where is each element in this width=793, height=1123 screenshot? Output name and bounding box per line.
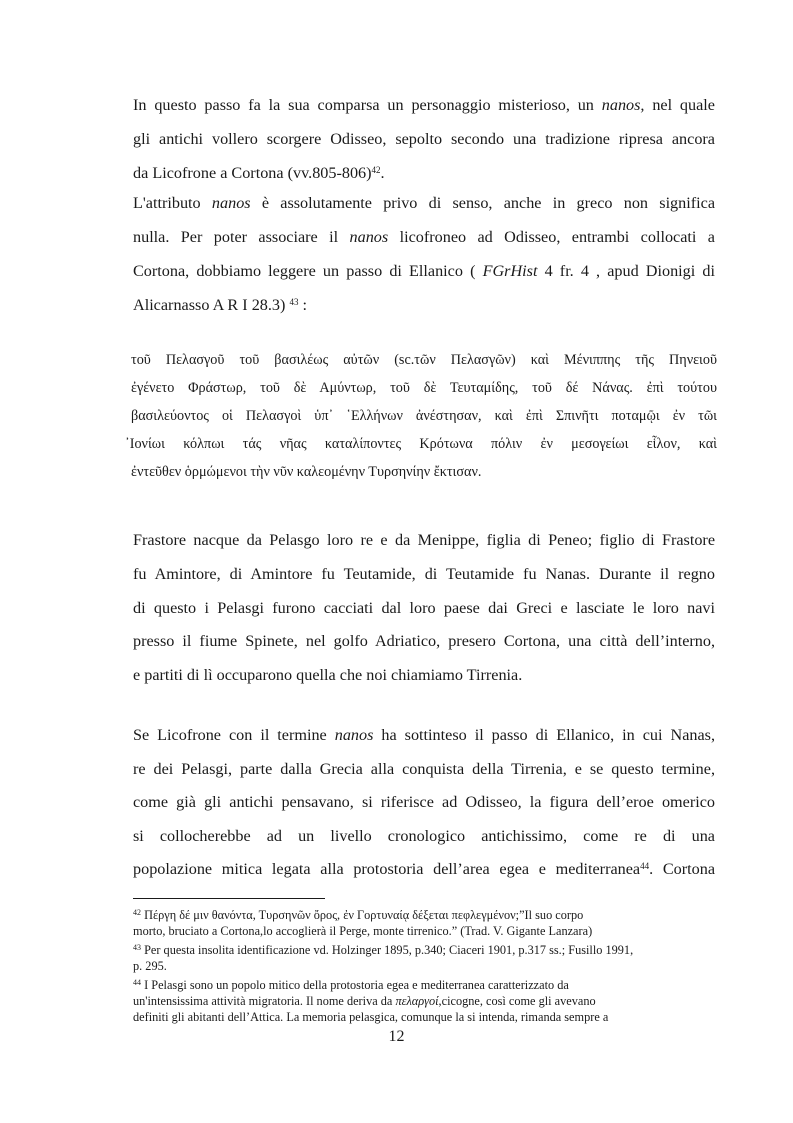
paragraph-4-line-5 [133, 859, 715, 879]
text-span: . Cortona [649, 860, 715, 878]
text-span: Alicarnasso A R I 28.3) [133, 296, 290, 314]
paragraph-3-line-5 [133, 665, 715, 685]
paragraph-3-line-2 [133, 564, 715, 584]
paragraph-1-line-1 [133, 95, 715, 115]
paragraph-2-line-2 [133, 227, 715, 247]
italic-term: nanos [334, 726, 374, 744]
footnote-ref-44[interactable]: 44 [640, 861, 650, 871]
text-span: popolazione mitica legata alla protostoria dell’area egea e mediterranea [133, 860, 641, 878]
greek-quote-line-3 [131, 406, 717, 426]
paragraph-3-line-3 [133, 598, 715, 618]
text-span: ἐντεῦθεν ὁρμώμενοι τὴν νῦν καλεομένην Τυρσηνίην ἔκτισαν. [131, 464, 482, 480]
paragraph-1-line-3 [133, 163, 715, 183]
paragraph-4-line-3 [133, 792, 715, 812]
text-span: nulla. Per poter associare il [133, 228, 350, 246]
text-span: da Licofrone a Cortona (vv.805-806) [133, 164, 372, 182]
footnote-number: 42 [133, 908, 141, 917]
text-span: di questo i Pelasgi furono cacciati dal loro paese dai Greci e lasciate le loro navi [133, 599, 715, 617]
text-span: Se Licofrone con il termine [133, 726, 335, 744]
text-span: L'attributo [133, 194, 212, 212]
text-span: : [298, 296, 308, 314]
greek-quote-line-1 [131, 350, 717, 370]
text-span: Frastore nacque da Pelasgo loro re e da Menippe, figlia di Peneo; figlio di Frastore [133, 531, 715, 549]
text-span: τοῦ Πελασγοῦ τοῦ βασιλέως αὐτῶν (sc.τῶν Πελασγῶν) καὶ Μένιππης τῆς Πηνειοῦ [131, 352, 717, 368]
footnote-44-line-3 [133, 1010, 719, 1025]
paragraph-4-line-2 [133, 759, 715, 779]
text-span: nel quale [644, 96, 715, 114]
text-span: definiti gli abitanti dell’Attica. La memoria pelasgica, comunque la si intenda, rimanda sempre a [133, 1010, 609, 1024]
footnote-number: 43 [133, 943, 141, 952]
greek-quote-line-5 [131, 462, 717, 482]
text-span: morto, bruciato a Cortona,lo accoglierà il Perge, monte tirrenico.” (Trad. V. Gigante Lanzara) [133, 924, 593, 938]
text-span: un'intensissima attività migratoria. Il nome deriva da [133, 994, 396, 1008]
text-span: 4 fr. 4 , apud Dionigi di [537, 262, 715, 280]
greek-quote-line-2 [131, 378, 717, 398]
footnote-ref-43[interactable]: 43 [289, 297, 299, 307]
text-span: gli antichi vollero scorgere Odisseo, sepolto secondo una tradizione ripresa ancora [133, 130, 715, 148]
text-span: I Pelasgi sono un popolo mitico della protostoria egea e mediterranea caratterizzato da [141, 978, 569, 992]
text-span: p. 295. [133, 959, 167, 973]
greek-quote-line-4 [125, 434, 717, 454]
footnote-42-line-1 [133, 908, 719, 923]
italic-term: FGrHist [482, 262, 538, 280]
paragraph-2-line-1 [133, 193, 715, 213]
footnote-44-line-1 [133, 978, 719, 993]
text-span: Per questa insolita identificazione vd. Holzinger 1895, p.340; Ciaceri 1901, p.317 ss.; Fusillo 1991, [141, 943, 634, 957]
text-span: ha sottinteso il passo di Ellanico, in cui Nanas, [373, 726, 715, 744]
page-number: 12 [388, 1028, 405, 1045]
text-span: Cortona, dobbiamo leggere un passo di Ellanico ( [133, 262, 483, 280]
paragraph-2-line-4 [133, 295, 715, 315]
paragraph-2-line-3 [133, 261, 715, 281]
text-span: ᾿Ιονίωι κόλπωι τάς νῆας καταλίποντες Κρότωνα πόλιν ἐν μεσογείωι εἷλον, καὶ [125, 436, 717, 452]
italic-term: nanos, [601, 96, 645, 114]
footnote-ref-42[interactable]: 42 [371, 165, 381, 175]
italic-term: πελαργοί [395, 994, 439, 1008]
text-span: è assolutamente privo di senso, anche in greco non significa [250, 194, 715, 212]
text-span: si collocherebbe ad un livello cronologico antichissimo, come re di una [133, 827, 715, 845]
text-span: ἐγένετο Φράστωρ, τοῦ δὲ Αμύντωρ, τοῦ δὲ Τευταμίδης, τοῦ δέ Νάνας. ἐπὶ τούτου [131, 380, 717, 396]
footnote-42-line-2 [133, 924, 719, 939]
text-span: βασιλεύοντος οἱ Πελασγοὶ ὑπ᾽ ῾Ελλήνων ἀνέστησαν, καὶ ἐπὶ Σπινῆτι ποταμῷι ἐν τῶι [131, 408, 717, 424]
paragraph-4-line-1 [133, 725, 715, 745]
footnote-separator [133, 898, 325, 899]
text-span: fu Amintore, di Amintore fu Teutamide, di Teutamide fu Nanas. Durante il regno [133, 565, 715, 583]
text-span: presso il fiume Spinete, nel golfo Adriatico, presero Cortona, una città dell’interno, [133, 632, 715, 650]
text-span: . [380, 164, 385, 182]
text-span: In questo passo fa la sua comparsa un personaggio misterioso, un [133, 96, 602, 114]
text-span: come già gli antichi pensavano, si riferisce ad Odisseo, la figura dell’eroe omerico [133, 793, 715, 811]
paragraph-1-line-2 [133, 129, 715, 149]
text-span: re dei Pelasgi, parte dalla Grecia alla conquista della Tirrenia, e se questo termine, [133, 760, 715, 778]
paragraph-3-line-1 [133, 530, 715, 550]
footnote-43-line-1 [133, 943, 719, 958]
text-span: e partiti di lì occuparono quella che noi chiamiamo Tirrenia. [133, 666, 523, 684]
paragraph-3-line-4 [133, 631, 715, 651]
footnote-44-line-2 [133, 994, 719, 1009]
paragraph-4-line-4 [133, 826, 715, 846]
footnote-43-line-2 [133, 959, 719, 974]
text-span: ,cicogne, così come gli avevano [438, 994, 596, 1008]
text-span: Πέργη δέ μιν θανόντα, Τυρσηνῶν ὄρος, ἐν Γορτυναίᾳ δέξεται πεφλεγμένον;”Il suo corpo [141, 908, 584, 922]
italic-term: nanos [211, 194, 251, 212]
text-span: licofroneo ad Odisseo, entrambi collocati a [388, 228, 715, 246]
footnote-number: 44 [133, 978, 141, 987]
italic-term: nanos [349, 228, 389, 246]
